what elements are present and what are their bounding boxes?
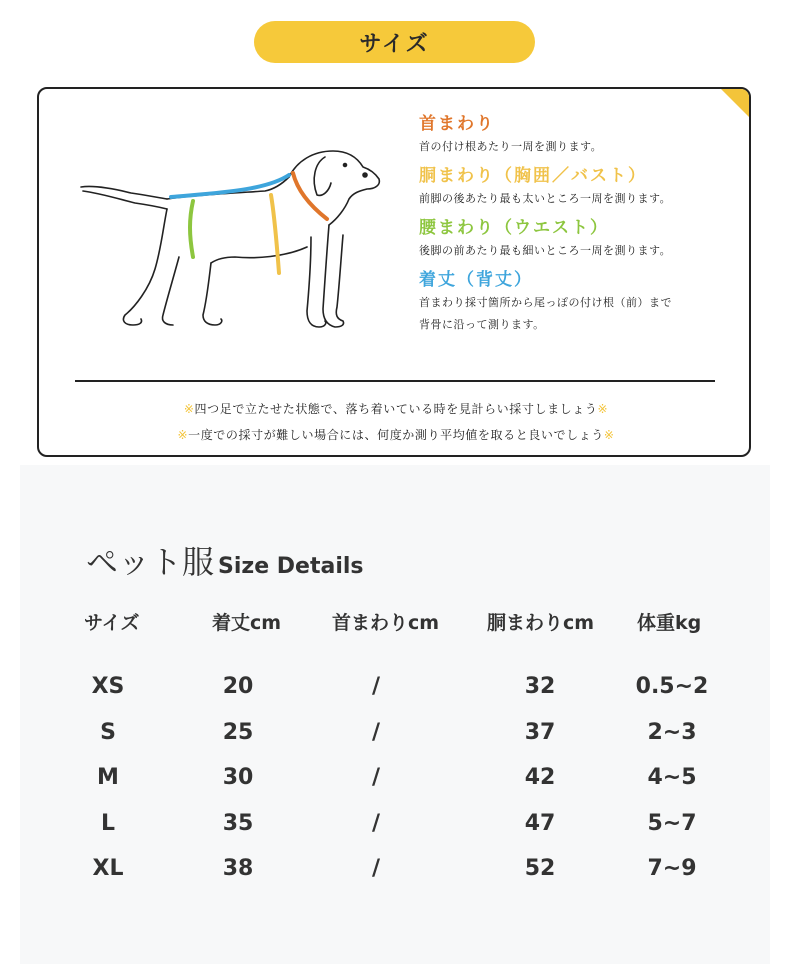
header-neck: 首まわりcm [332,612,440,634]
cell-size: XS [91,674,125,699]
note-text-2: 一度での採寸が難しい場合には、何度か測り平均値を取ると良いでしょう [188,428,604,442]
waist-title: 腰まわり（ウエスト） [419,218,609,238]
note-mark: ※ [597,402,609,416]
note-mark: ※ [183,402,195,416]
note-mark: ※ [177,428,189,442]
length-title: 着丈（背丈） [419,270,533,290]
cell-chest: 32 [524,674,556,699]
cell-chest: 42 [524,765,556,790]
cell-weight: 2~3 [647,719,697,745]
table-title: ペット服 [86,543,215,581]
header-length: 着丈cm [212,612,282,634]
cell-chest: 52 [524,856,556,881]
note-average [39,426,751,443]
cell-length: 30 [222,765,254,790]
cell-size: M [97,765,119,790]
waist-desc: 後脚の前あたり最も細いところ一周を測ります。 [419,244,672,257]
table-subtitle: Size Details [218,554,364,579]
cell-neck: / [371,719,381,745]
cell-weight: 0.5~2 [635,674,709,699]
measurement-legend [419,107,739,333]
note-standing [39,400,751,417]
table-heading [86,537,364,583]
cell-chest: 47 [524,810,556,836]
chest-desc: 前脚の後あたり最も太いところ一周を測ります。 [419,192,672,205]
cell-chest: 37 [524,719,556,745]
note-mark: ※ [603,428,615,442]
header-weight: 体重kg [637,612,702,634]
header-chest: 胴まわりcm [487,612,595,634]
cell-length: 35 [222,810,254,836]
measurement-guide-card [37,87,751,457]
header-size: サイズ [84,612,140,634]
length-desc-2: 背骨に沿って測ります。 [419,318,545,331]
neck-desc: 首の付け根あたり一周を測ります。 [419,140,603,153]
cell-neck: / [371,765,381,790]
cell-size: S [100,719,116,745]
cell-length: 25 [222,719,254,745]
chest-title: 胴まわり（胸囲／バスト） [419,166,647,186]
cell-size: L [100,810,116,836]
cell-length: 38 [222,856,254,881]
cell-neck: / [371,810,381,836]
cell-size: XL [92,856,124,881]
neck-line [293,173,327,219]
waist-line [190,201,193,257]
divider [75,380,715,382]
cell-weight: 5~7 [647,810,697,836]
dog-measurement-illustration [75,139,395,339]
cell-neck: / [371,674,381,699]
size-banner: サイズ [254,21,535,63]
neck-title: 首まわり [419,114,495,134]
cell-weight: 7~9 [647,856,697,881]
note-text-1: 四つ足で立たせた状態で、落ち着いている時を見計らい採寸しましょう [194,402,598,416]
length-desc-1: 首まわり採寸箇所から尾っぽの付け根（前）まで [419,296,672,309]
cell-length: 20 [222,674,254,699]
cell-neck: / [371,856,381,881]
chest-line [271,195,279,273]
cell-weight: 4~5 [647,765,697,790]
